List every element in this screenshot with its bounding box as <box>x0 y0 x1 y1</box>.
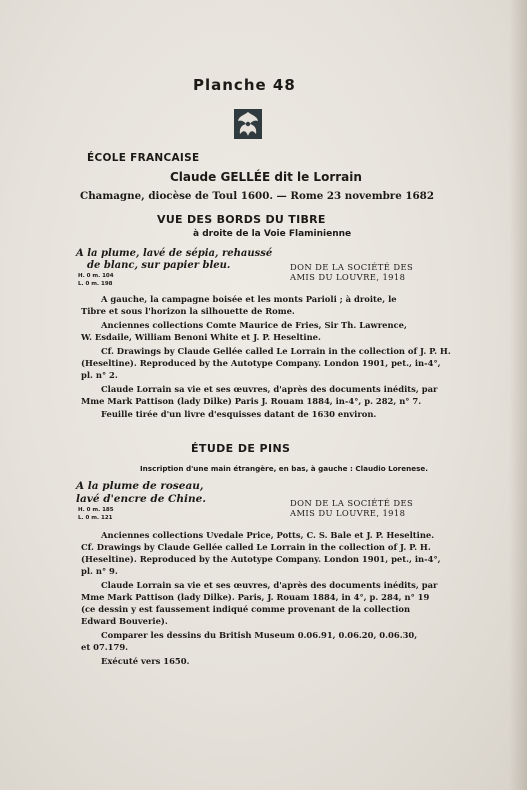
entry1-title: VUE DES BORDS DU TIBRE <box>157 213 326 226</box>
paragraph-line: Anciennes collections Uvedale Price, Potts, C. S. Bale et J. P. Heseltine. <box>101 530 435 540</box>
paragraph-line: (ce dessin y est faussement indiqué comme provenant de la collection <box>81 604 411 614</box>
paragraph-line: Exécuté vers 1650. <box>101 656 190 666</box>
paragraph-line: pl. n° 2. <box>81 370 118 380</box>
entry1-dimension: H. 0 m. 104 <box>78 273 114 279</box>
artist-name: Claude GELLÉE dit le Lorrain <box>170 170 362 184</box>
entry1-donation-line: DON DE LA SOCIÉTÉ DES <box>290 262 414 272</box>
fleuron-icon <box>233 108 263 140</box>
entry2-donation-line: AMIS DU LOUVRE, 1918 <box>290 508 406 518</box>
paragraph-line: et 07.179. <box>81 642 129 652</box>
entry2-dimension: L. 0 m. 121 <box>78 515 113 521</box>
entry2-dimension: H. 0 m. 185 <box>78 507 114 513</box>
paragraph-line: Cf. Drawings by Claude Gellée called Le Lorrain in the collection of J. P. H. <box>81 542 431 552</box>
entry1-technique-line: de blanc, sur papier bleu. <box>87 260 231 271</box>
entry2-inscription: Inscription d'une main étrangère, en bas, à gauche : Claudio Lorenese. <box>140 464 428 473</box>
entry2-title: ÉTUDE DE PINS <box>191 442 291 455</box>
paragraph-line: Comparer les dessins du British Museum 0.06.91, 0.06.20, 0.06.30, <box>101 630 418 640</box>
paragraph-line: Mme Mark Pattison (lady Dilke). Paris, J. Rouam 1884, in 4°, p. 284, n° 19 <box>81 592 430 602</box>
paragraph-line: A gauche, la campagne boisée et les monts Parioli ; à droite, le <box>101 294 397 304</box>
entry1-dimension: L. 0 m. 198 <box>78 281 113 287</box>
paragraph-line: (Heseltine). Reproduced by the Autotype Company. London 1901, pet., in-4°, <box>81 358 441 368</box>
paragraph-line: W. Esdaile, William Benoni White et J. P. Heseltine. <box>81 332 321 342</box>
paragraph-line: (Heseltine). Reproduced by the Autotype Company. London 1901, pet., in-4°, <box>81 554 441 564</box>
entry1-donation-line: AMIS DU LOUVRE, 1918 <box>290 272 406 282</box>
page-edge-shadow <box>509 0 527 790</box>
entry2-technique-line: A la plume de roseau, <box>76 480 204 492</box>
paragraph-line: Mme Mark Pattison (lady Dilke) Paris J. Rouam 1884, in-4°, p. 282, n° 7. <box>81 396 422 406</box>
paragraph-line: Claude Lorrain sa vie et ses œuvres, d'après des documents inédits, par <box>101 580 438 590</box>
planche-number: Planche 48 <box>193 76 296 94</box>
paragraph-line: Edward Bouverie). <box>81 616 168 626</box>
paragraph-line: Tibre et sous l'horizon la silhouette de Rome. <box>81 306 295 316</box>
artist-dates: Chamagne, diocèse de Toul 1600. — Rome 23 novembre 1682 <box>80 190 435 202</box>
paragraph-line: pl. n° 9. <box>81 566 118 576</box>
entry2-donation-line: DON DE LA SOCIÉTÉ DES <box>290 498 414 508</box>
entry1-technique-line: A la plume, lavé de sépia, rehaussé <box>76 248 273 259</box>
paragraph-line: Feuille tirée d'un livre d'esquisses datant de 1630 environ. <box>101 409 377 419</box>
entry1-subtitle: à droite de la Voie Flaminienne <box>193 229 352 239</box>
school-heading: ÉCOLE FRANCAISE <box>87 152 200 164</box>
paragraph-line: Anciennes collections Comte Maurice de Fries, Sir Th. Lawrence, <box>101 320 407 330</box>
paragraph-line: Claude Lorrain sa vie et ses œuvres, d'après des documents inédits, par <box>101 384 438 394</box>
paragraph-line: Cf. Drawings by Claude Gellée called Le Lorrain in the collection of J. P. H. <box>101 346 451 356</box>
entry2-technique-line: lavé d'encre de Chine. <box>76 493 206 505</box>
